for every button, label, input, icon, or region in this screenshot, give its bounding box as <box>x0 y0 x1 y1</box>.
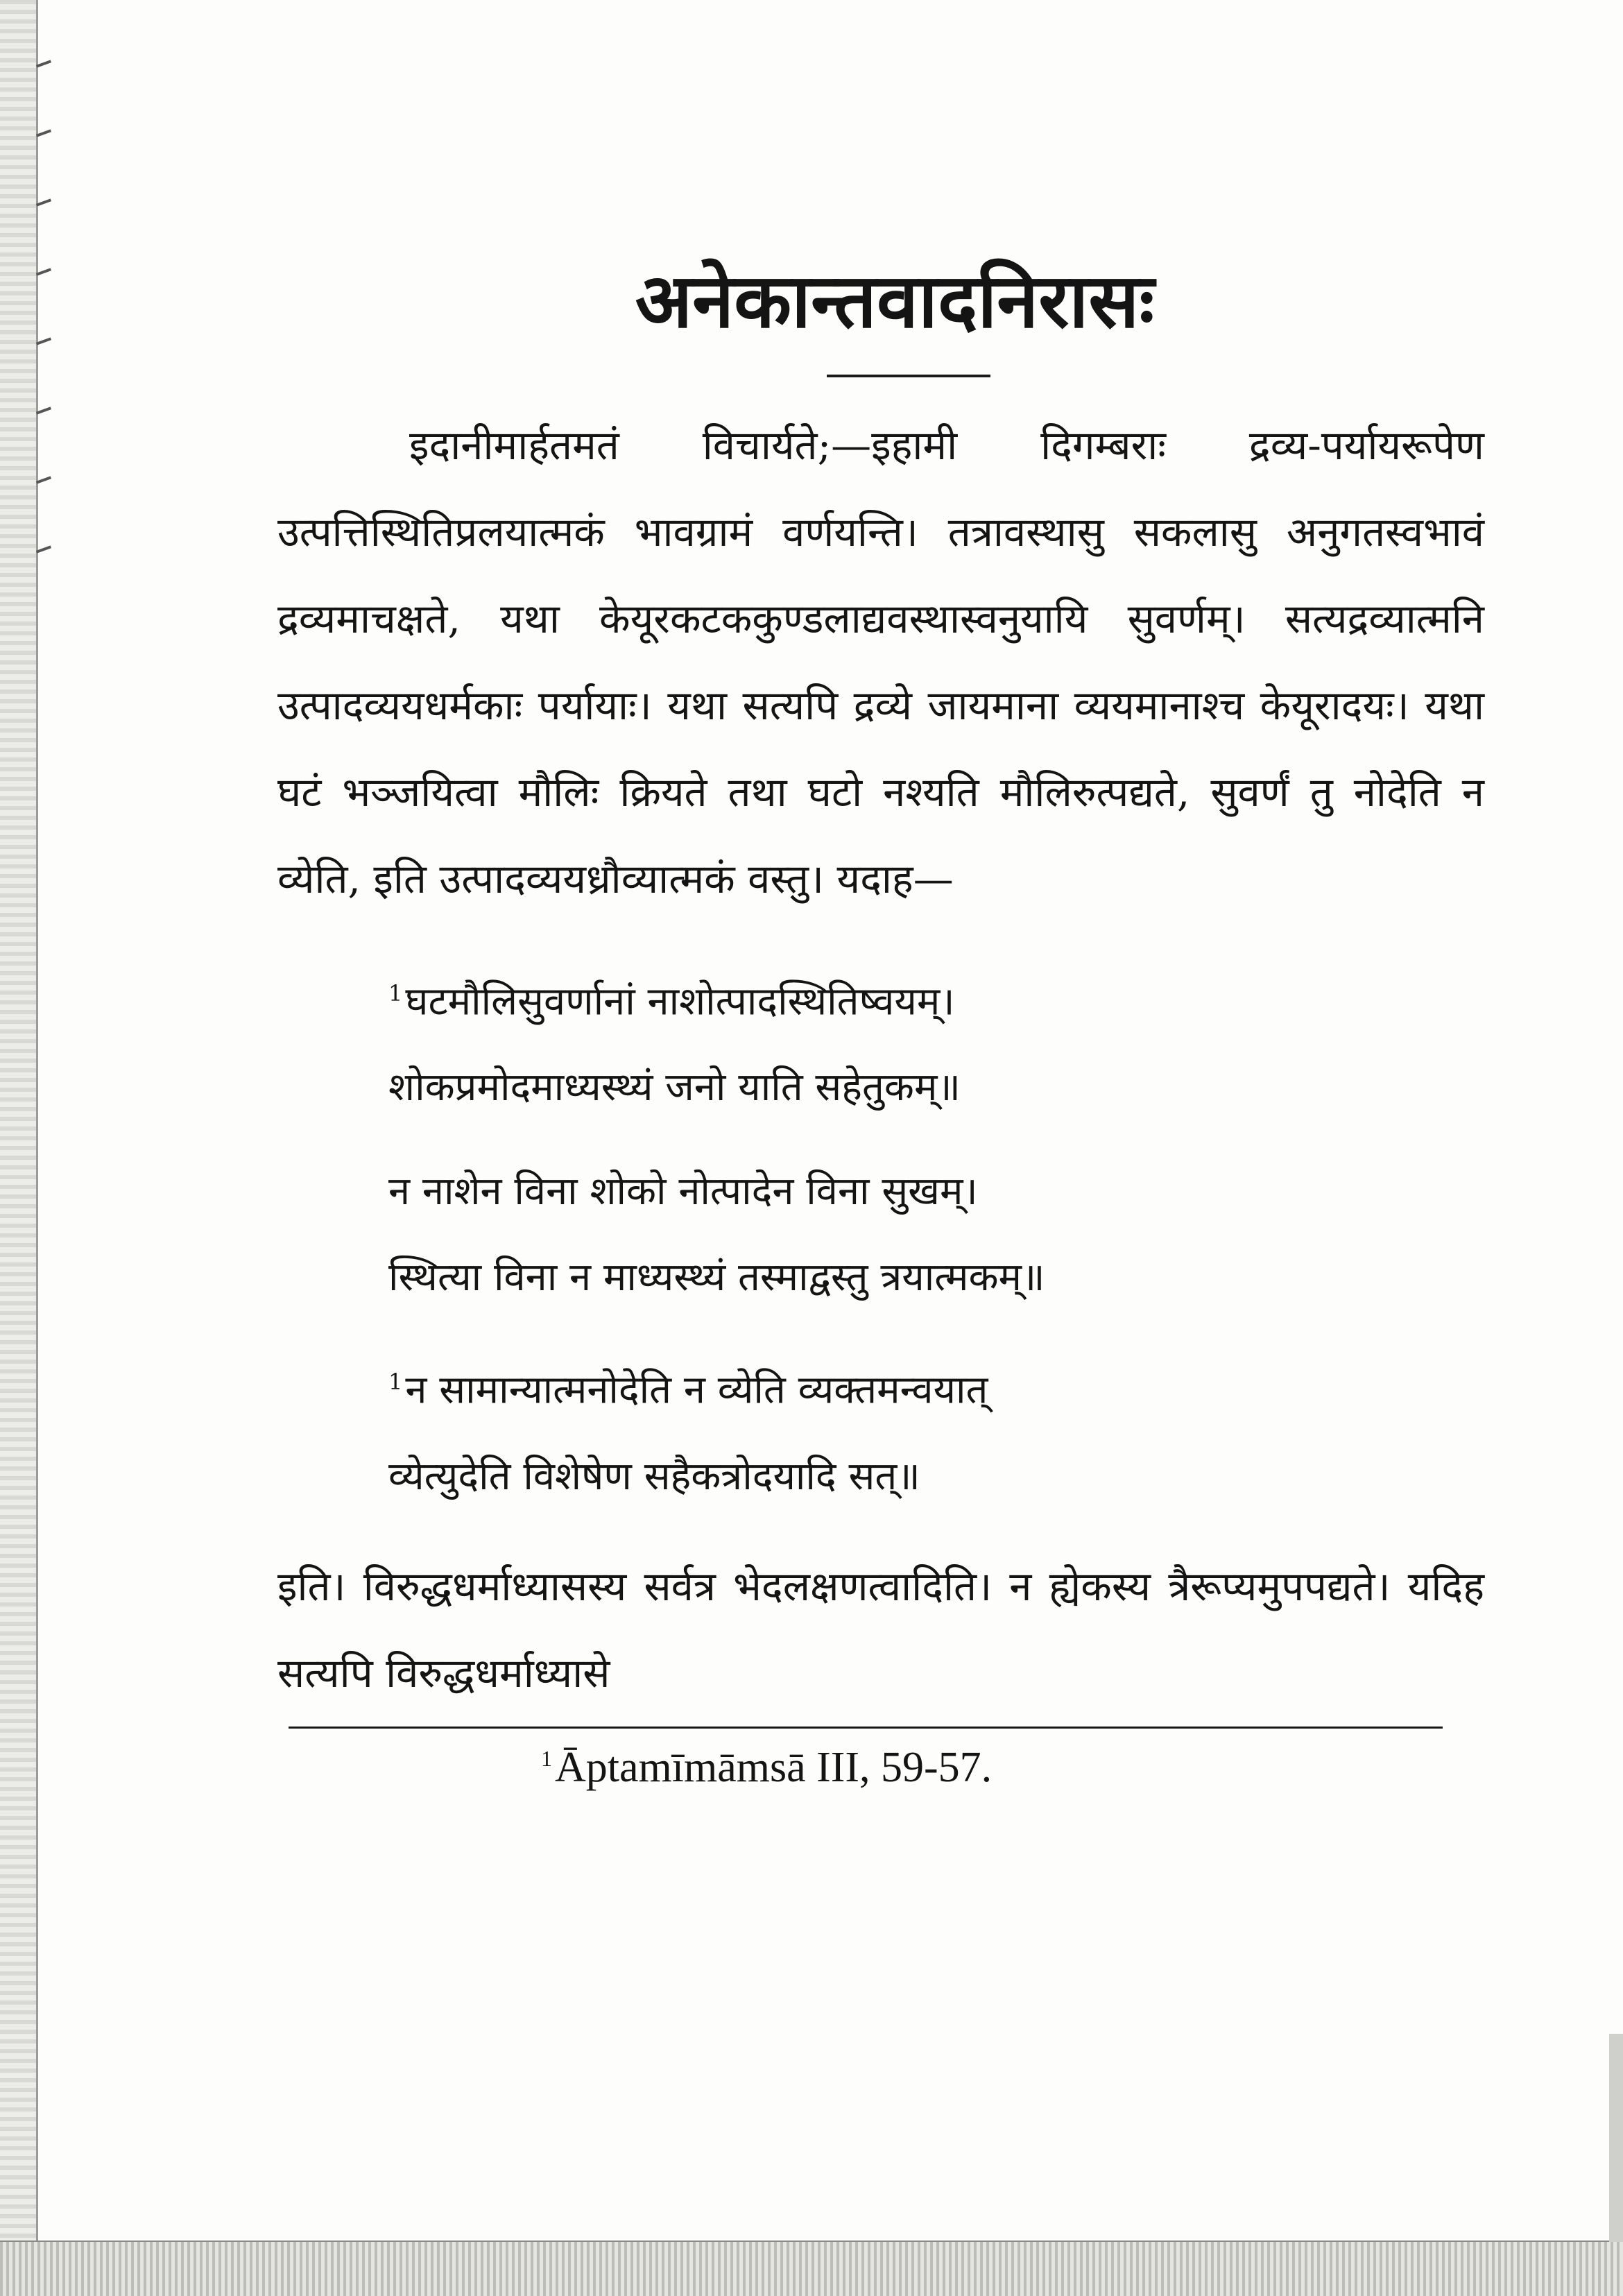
verse-1-line-2: शोकप्रमोदमाध्यस्थ्यं जनो याति सहेतुकम्॥ <box>388 1065 961 1111</box>
title-divider <box>827 375 990 377</box>
verse-3-line-1 <box>388 1339 1484 1434</box>
verse-text: घटमौलिसुवर्णानां नाशोत्पादस्थितिष्वयम्। <box>405 979 955 1025</box>
verse-1-line-1 <box>388 950 1484 1045</box>
page-title: अनेकान्तवादनिरासः <box>635 257 1155 345</box>
scan-binding-edge <box>0 0 38 2296</box>
footnote <box>541 1741 1484 1795</box>
scan-right-edge <box>1609 2034 1623 2242</box>
footnote-marker: 1 <box>388 1369 403 1396</box>
page-body <box>277 257 1484 1794</box>
body-paragraph-1: इदानीमार्हतमतं विचार्यते;—इहामी दिगम्बराः द्रव्य-पर्यायरूपेण उत्पत्तिस्थितिप्रलयात्मकं भावग्रामं वर्णयन्ति। तत्रावस्थासु सकलासु अनुगतस्वभावं द्रव्यमाचक्षते, यथा केयूरकटककुण्डलाद्यवस्थास्वनुयायि सुवर्णम्। सत्यद्रव्यात्मनि उत्पादव्ययधर्मकाः पर्यायाः। यथा सत्यपि द्रव्ये जायमाना व्ययमानाश्च केयूरादयः। यथा घटं भञ्जयित्वा मौलिः क्रियते तथा घटो नश्यति मौलिरुत्पद्यते, सुवर्णं तु नोदेति न व्येति, इति उत्पादव्ययध्रौव्यात्मकं वस्तु। यदाह— <box>277 421 1484 902</box>
footnote-marker: 1 <box>541 1746 552 1772</box>
verse-text: न सामान्यात्मनोदेति न व्येति व्यक्तमन्वयात् <box>405 1367 988 1413</box>
verse-2-line-2: स्थित्या विना न माध्यस्थ्यं तस्माद्वस्तु त्रयात्मकम्॥ <box>388 1255 1045 1301</box>
body-paragraph-2: इति। विरुद्धधर्माध्यासस्य सर्वत्र भेदलक्षणत्वादिति। न ह्येकस्य त्रैरूप्यमुपपद्यते। यदिह सत्यपि विरुद्धधर्माध्यासे <box>277 1562 1484 1697</box>
scan-bottom-edge <box>0 2241 1623 2296</box>
binding-stitch-marks <box>36 42 57 666</box>
footnote-divider <box>289 1727 1443 1729</box>
footnote-marker: 1 <box>388 979 403 1006</box>
verse-block <box>388 950 1484 1520</box>
verse-2-line-1: न नाशेन विना शोको नोत्पादेन विना सुखम्। <box>388 1169 978 1215</box>
verse-3-line-2: व्येत्युदेति विशेषेण सहैकत्रोदयादि सत्॥ <box>388 1453 920 1499</box>
footnote-text: Āptamīmāmsā III, 59-57. <box>555 1743 993 1791</box>
